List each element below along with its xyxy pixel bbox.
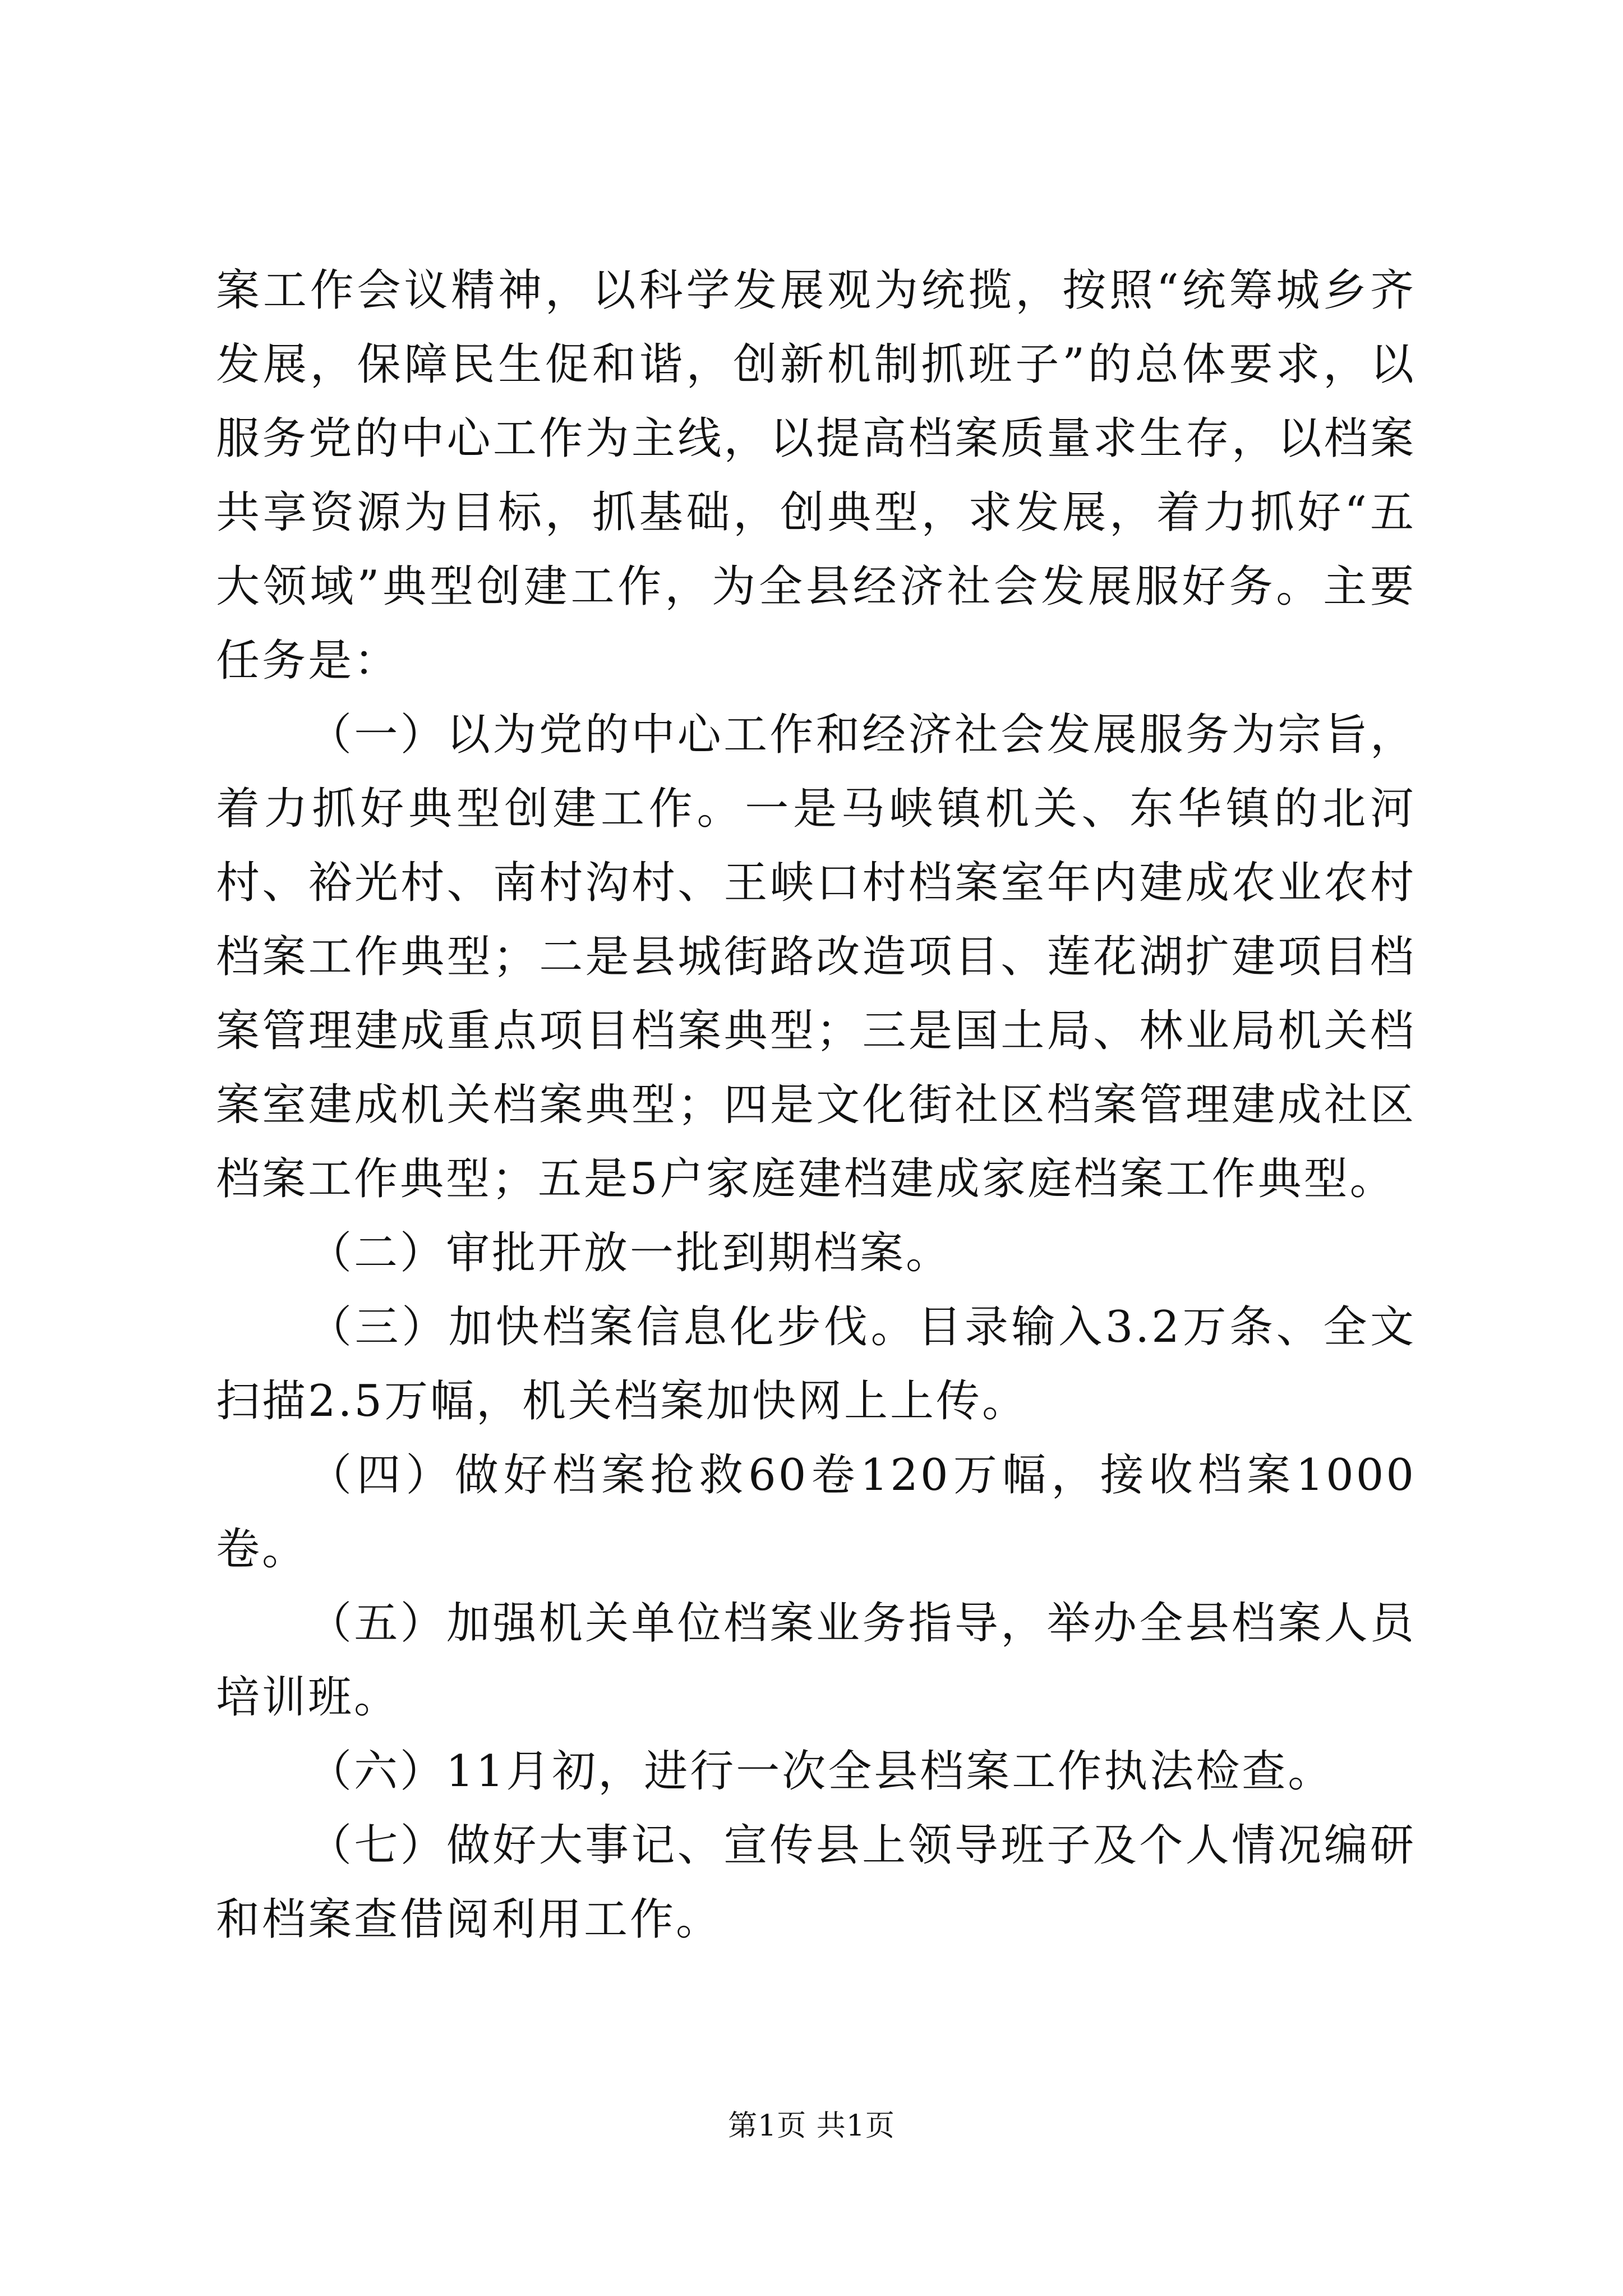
paragraph-task-2: （二）审批开放一批到期档案。 bbox=[308, 1228, 952, 1278]
paragraph-task-3: （三）加快档案信息化步伐。目录输入3.2万条、全文扫描2.5万幅，机关档案加快网上上传。 bbox=[216, 1302, 1416, 1427]
paragraph-task-6: （六）11月初，进行一次全县档案工作执法检查。 bbox=[308, 1746, 1334, 1797]
paragraph-task-1: （一）以为党的中心工作和经济社会发展服务为宗旨，着力抓好典型创建工作。一是马峡镇机关、东华镇的北河村、裕光村、南村沟村、王峡口村档案室年内建成农业农村档案工作典型；二是县城街路改造项目、莲花湖扩建项目档案管理建成重点项目档案典型；三是国土局、林业局机关档案室建成机关档案典型；四是文化街社区档案管理建成社区档案工作典型；五是5户家庭建档建成家庭档案工作典型。 bbox=[216, 710, 1416, 1204]
paragraph-task-4: （四）做好档案抢救60卷120万幅，接收档案1000卷。 bbox=[216, 1450, 1416, 1575]
page-footer: 第1页 共1页 bbox=[728, 2109, 895, 2143]
paragraph-task-5: （五）加强机关单位档案业务指导，举办全县档案人员培训班。 bbox=[216, 1598, 1416, 1723]
paragraph-intro: 案工作会议精神，以科学发展观为统揽，按照“统筹城乡齐发展，保障民生促和谐，创新机制抓班子”的总体要求，以服务党的中心工作为主线，以提高档案质量求生存，以档案共享资源为目标，抓基础，创典型，求发展，着力抓好“五大领域”典型创建工作，为全县经济社会发展服好务。主要任务是： bbox=[216, 265, 1416, 686]
document-body bbox=[216, 254, 1416, 1957]
paragraph-task-7: （七）做好大事记、宣传县上领导班子及个人情况编研和档案查借阅利用工作。 bbox=[216, 1820, 1416, 1945]
